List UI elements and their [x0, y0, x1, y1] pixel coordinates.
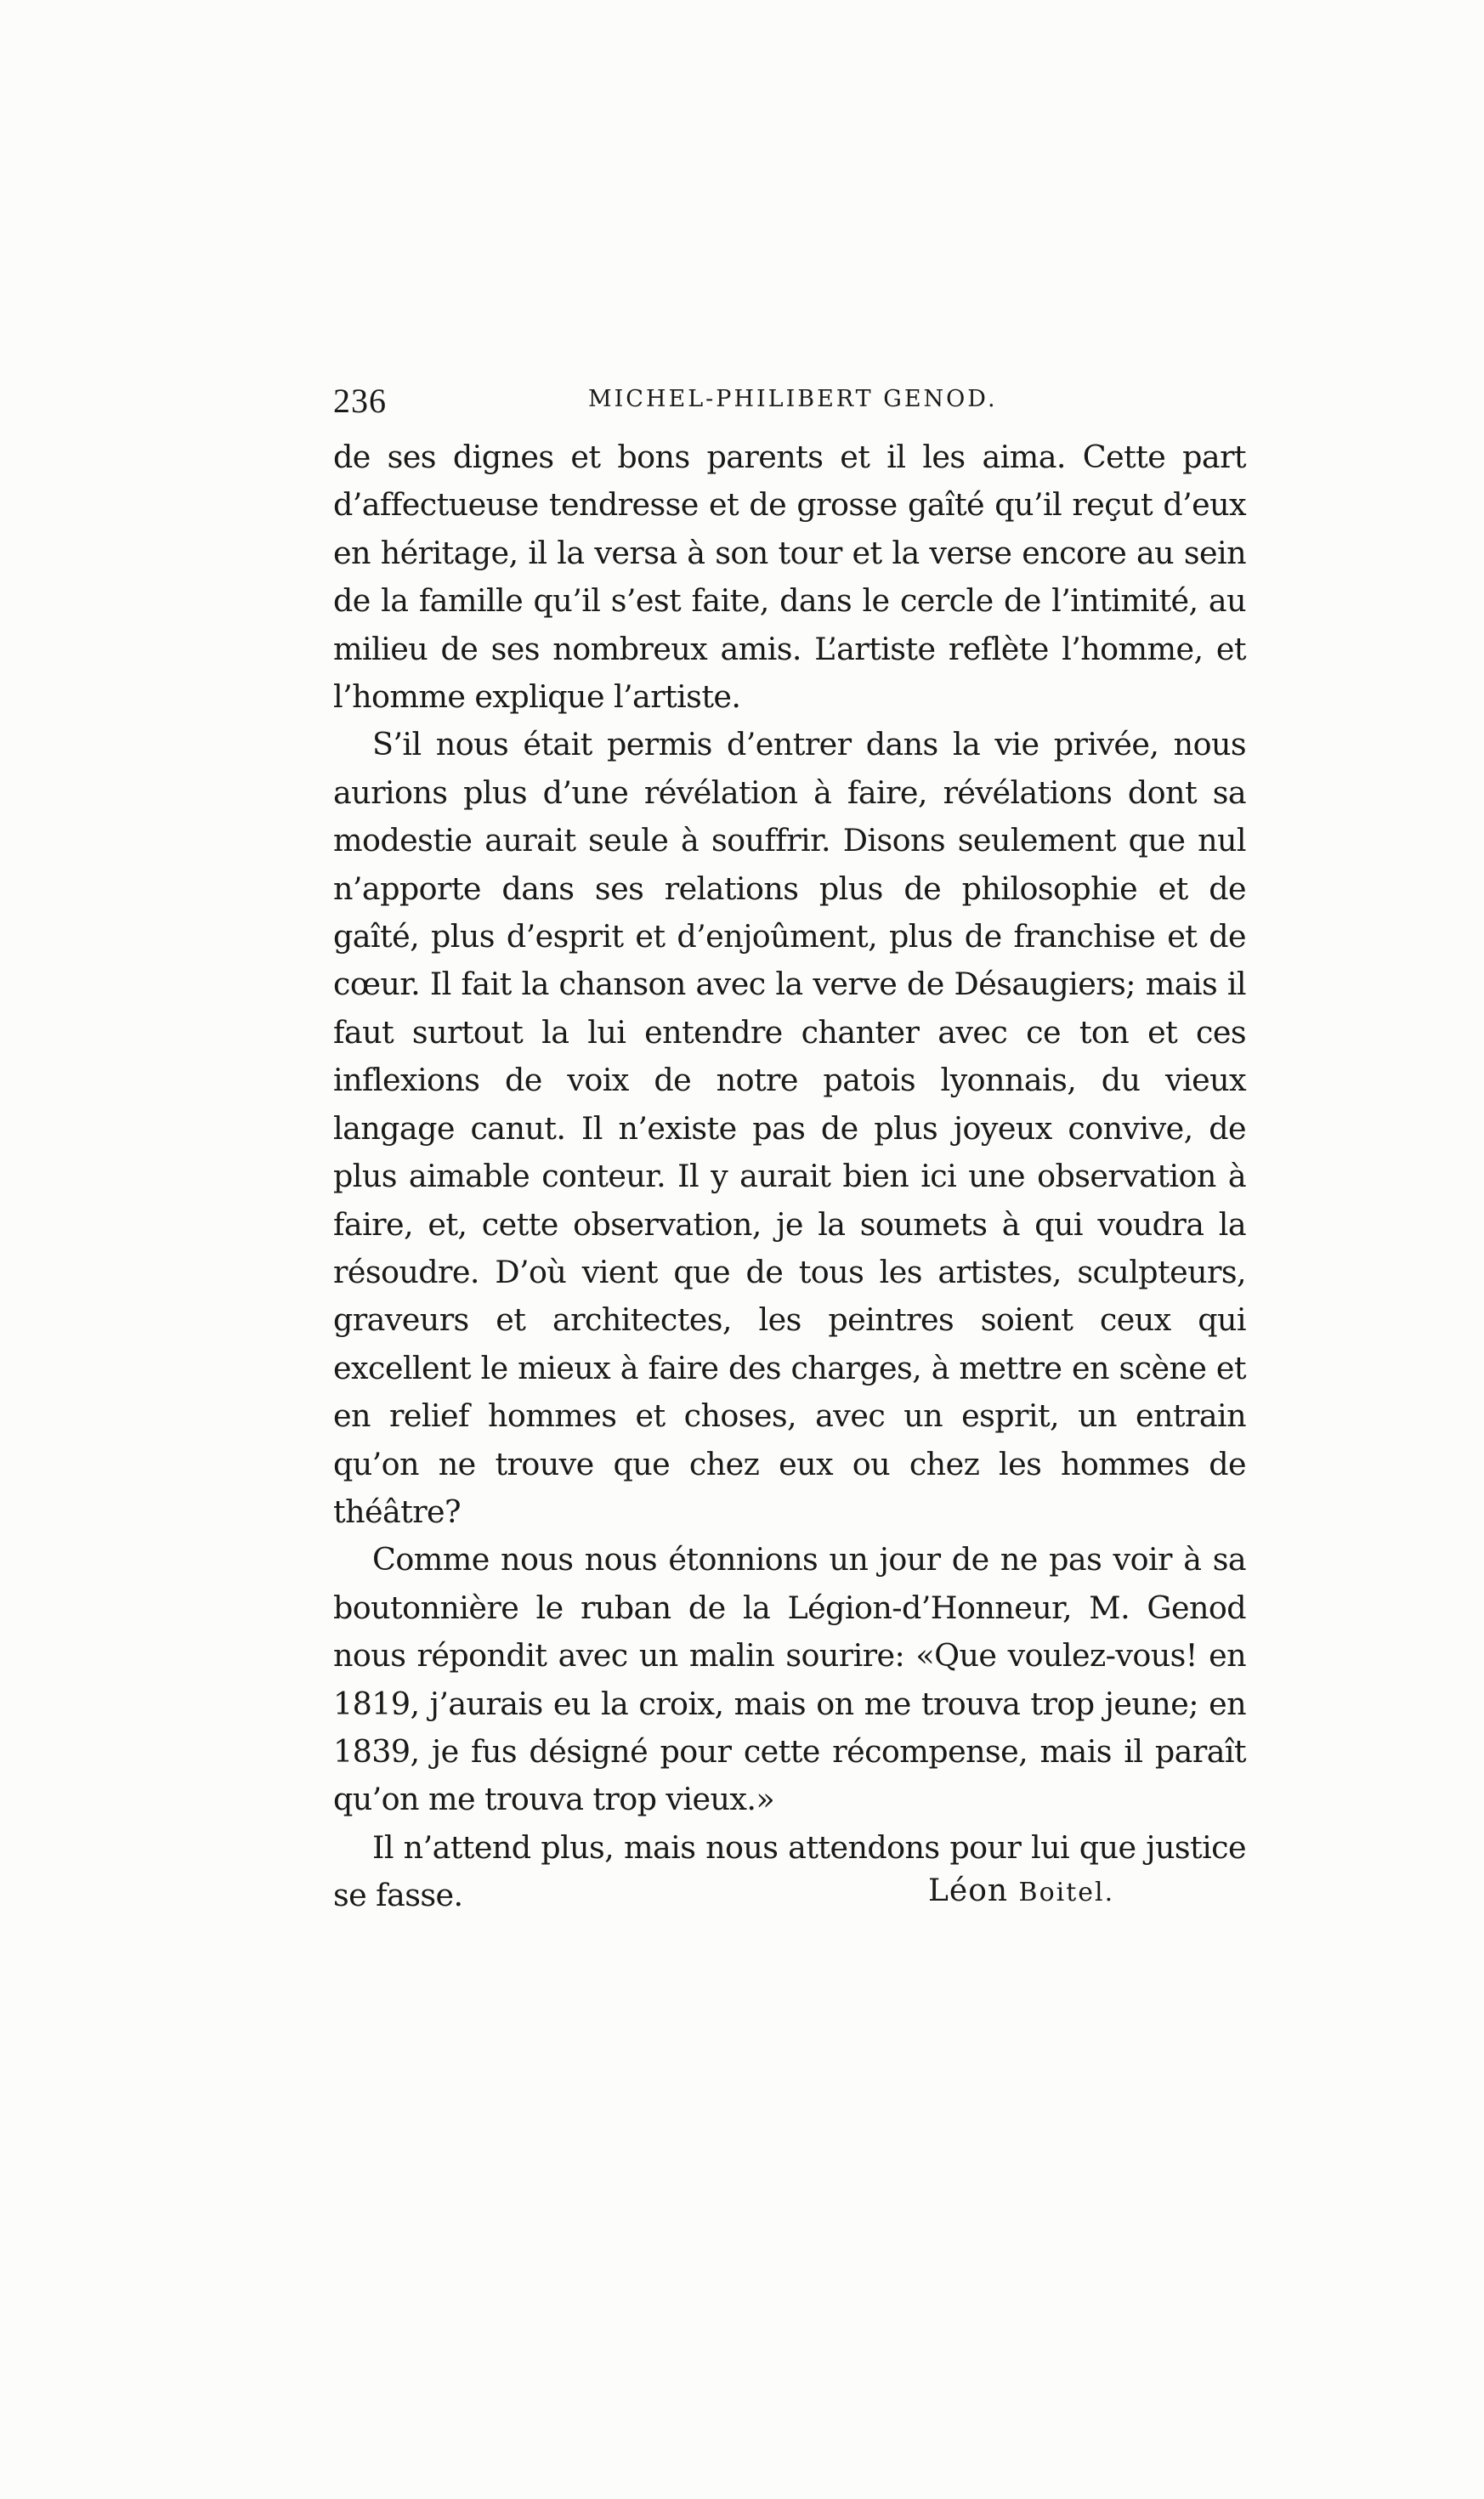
signature — [928, 1873, 1114, 1908]
page-number: 236 — [333, 382, 387, 420]
running-head: MICHEL-PHILIBERT GENOD. — [588, 386, 998, 412]
paragraph: de ses dignes et bons parents et il les aima. Cette part d’affectueuse tendresse et de grosse gaîté qu’il reçut d’eux en héritage, il la versa à son tour et la verse encore au sein de la famille qu’il s’est faite, dans le cercle de l’intimité, au milieu de ses nombreux amis. L’artiste reflète l’homme, et l’homme explique l’artiste. — [333, 439, 1246, 716]
paragraph: S’il nous était permis d’entrer dans la vie privée, nous aurions plus d’une révélation à faire, révélations dont sa modestie aurait seule à souffrir. Disons seulement que nul n’apporte dans ses relations plus de philosophie et de gaîté, plus d’esprit et d’enjoûment, plus de franchise et de cœur. Il fait la chanson avec la verve de Désaugiers; mais il faut surtout la lui entendre chanter avec ce ton et ces inflexions de voix de notre patois lyonnais, du vieux langage canut. Il n’existe pas de plus joyeux convive, de plus aimable conteur. Il y aurait bien ici une observation à faire, et, cette observation, je la soumets à qui voudra la résoudre. D’où vient que de tous les artistes, sculpteurs, graveurs et architectes, les peintres soient ceux qui excellent le mieux à faire des charges, à mettre en scène et en relief hommes et choses, avec un esprit, un entrain qu’on ne trouve que chez eux ou chez les hommes de théâtre? — [333, 726, 1246, 1530]
paragraph: Comme nous nous étonnions un jour de ne pas voir à sa boutonnière le ruban de la Légion-d’Honneur, M. Genod nous répondit avec un malin sourire: «Que voulez-vous! en 1819, j’aurais eu la croix, mais on me trouva trop jeune; en 1839, je fus désigné pour cette récompense, mais il paraît qu’on me trouva trop vieux.» — [333, 1541, 1246, 1818]
page-header — [333, 381, 1246, 432]
paragraph: Il n’attend plus, mais nous attendons pour lui que justice se fasse. — [333, 1828, 1246, 1914]
body-text — [333, 434, 1246, 1920]
signature-last-name: Boitel. — [1018, 1878, 1115, 1907]
signature-first-name: Léon — [928, 1873, 1009, 1908]
